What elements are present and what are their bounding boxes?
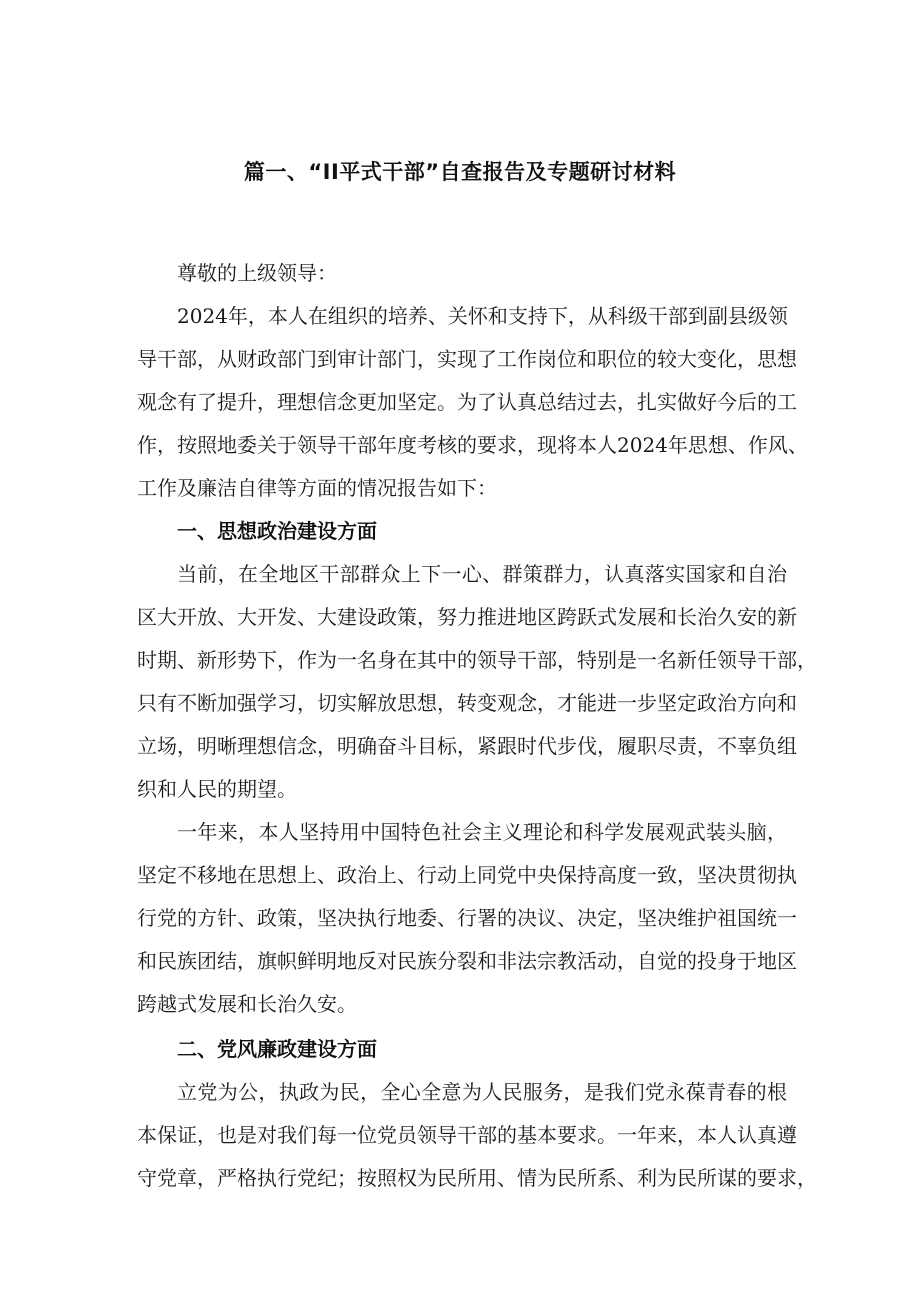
paragraph-line: 2024年，本人在组织的培养、关怀和支持下，从科级干部到副县级领 bbox=[177, 304, 788, 328]
paragraph-line: 工作及廉洁自律等方面的情况报告如下： bbox=[137, 476, 497, 500]
paragraph-line: 守党章，严格执行党纪；按照权为民所用、情为民所系、利为民所谋的要求， bbox=[137, 1166, 817, 1190]
paragraph-line: 本保证，也是对我们每一位党员领导干部的基本要求。一年来，本人认真遵 bbox=[137, 1123, 797, 1147]
paragraph-line: 一年来，本人坚持用中国特色社会主义理论和科学发展观武装头脑， bbox=[177, 820, 787, 844]
paragraph-line: 区大开放、大开发、大建设政策，努力推进地区跨跃式发展和长治久安的新 bbox=[137, 605, 797, 629]
paragraph-line: 当前，在全地区干部群众上下一心、群策群力，认真落实国家和自治 bbox=[177, 562, 787, 586]
document-title: 篇一、“II平式干部”自查报告及专题研讨材料 bbox=[243, 160, 677, 184]
paragraph-line: 跨越式发展和长治久安。 bbox=[137, 992, 357, 1016]
paragraph-line: 织和人民的期望。 bbox=[137, 777, 297, 801]
paragraph-line: 作，按照地委关于领导干部年度考核的要求，现将本人2024年思想、作风、 bbox=[137, 433, 808, 457]
paragraph-line: 观念有了提升，理想信念更加坚定。为了认真总结过去，扎实做好今后的工 bbox=[137, 390, 797, 414]
paragraph-line: 行党的方针、政策，坚决执行地委、行署的决议、决定，坚决维护祖国统一 bbox=[137, 906, 797, 930]
section-heading: 二、党风廉政建设方面 bbox=[177, 1037, 377, 1061]
paragraph-line: 只有不断加强学习，切实解放思想，转变观念，才能进一步坚定政治方向和 bbox=[137, 691, 797, 715]
paragraph-line: 和民族团结，旗帜鲜明地反对民族分裂和非法宗教活动，自觉的投身于地区 bbox=[137, 949, 797, 973]
paragraph-line: 时期、新形势下，作为一名身在其中的领导干部，特别是一名新任领导干部， bbox=[137, 648, 817, 672]
paragraph-line: 导干部，从财政部门到审计部门，实现了工作岗位和职位的较大变化，思想 bbox=[137, 347, 797, 371]
salutation: 尊敬的上级领导： bbox=[177, 261, 337, 285]
paragraph-line: 立场，明晰理想信念，明确奋斗目标，紧跟时代步伐，履职尽责，不辜负组 bbox=[137, 734, 797, 758]
section-heading: 一、思想政治建设方面 bbox=[177, 519, 377, 543]
paragraph-line: 坚定不移地在思想上、政治上、行动上同党中央保持高度一致，坚决贯彻执 bbox=[137, 863, 797, 887]
paragraph-line: 立党为公，执政为民，全心全意为人民服务，是我们党永葆青春的根 bbox=[177, 1080, 787, 1104]
